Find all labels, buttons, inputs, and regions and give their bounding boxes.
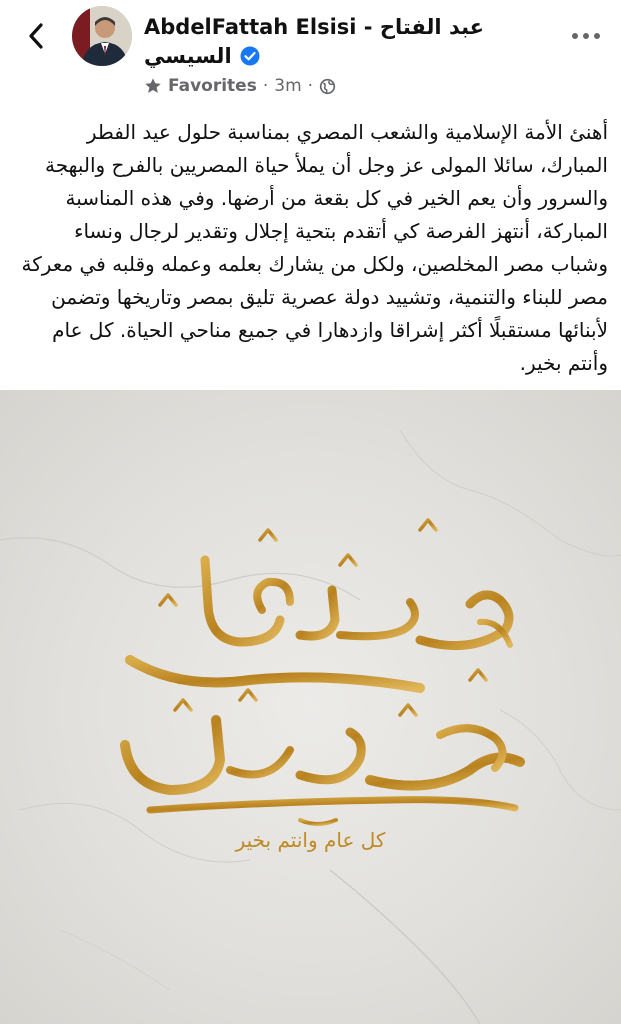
star-icon: [144, 77, 162, 95]
globe-icon: [319, 78, 336, 95]
more-dots-icon: [571, 32, 601, 40]
avatar[interactable]: [72, 6, 132, 66]
avatar-portrait: [72, 6, 132, 66]
author-name[interactable]: AbdelFattah Elsisi - عبد الفتاح: [144, 15, 484, 39]
post-meta: [144, 76, 336, 96]
post-header: [0, 0, 621, 108]
post-image[interactable]: [0, 390, 621, 1024]
eid-calligraphy: [0, 390, 621, 1024]
verified-badge-icon: [240, 46, 260, 66]
back-button[interactable]: [20, 18, 52, 54]
meta-separator-2: ·: [307, 76, 314, 96]
image-subtitle: كل عام وانتم بخير: [235, 828, 386, 852]
post-text: أهنئ الأمة الإسلامية والشعب المصري بمناسبة حلول عيد الفطر المبارك، سائلا المولى عز وجل أن يملأ حياة المصريين بالفرح والبهجة والسرور وأن يعم الخير في كل بقعة من أرضها. وفي هذه المناسبة المباركة، أنتهز الفرصة كي أتقدم بتحية إجلال وتقدير لرجال ونساء وشباب مصر المخلصين، ولكل من يشارك بعلمه وعمله وقلبه في معركة مصر للبناء والتنمية، وتشييد دولة عصرية تليق بمصر وتاريخها وتضمن لأبنائها مستقبلًا أكثر إشراقا وازدهارا في جميع مناحي الحياة. كل عام وأنتم بخير.: [21, 120, 608, 375]
timestamp[interactable]: 3m: [274, 76, 302, 96]
favorites-label[interactable]: Favorites: [168, 76, 257, 96]
more-options-button[interactable]: [566, 22, 606, 50]
chevron-left-icon: [26, 22, 46, 50]
meta-separator: ·: [262, 76, 269, 96]
author-name-arabic[interactable]: السيسي: [144, 44, 232, 68]
